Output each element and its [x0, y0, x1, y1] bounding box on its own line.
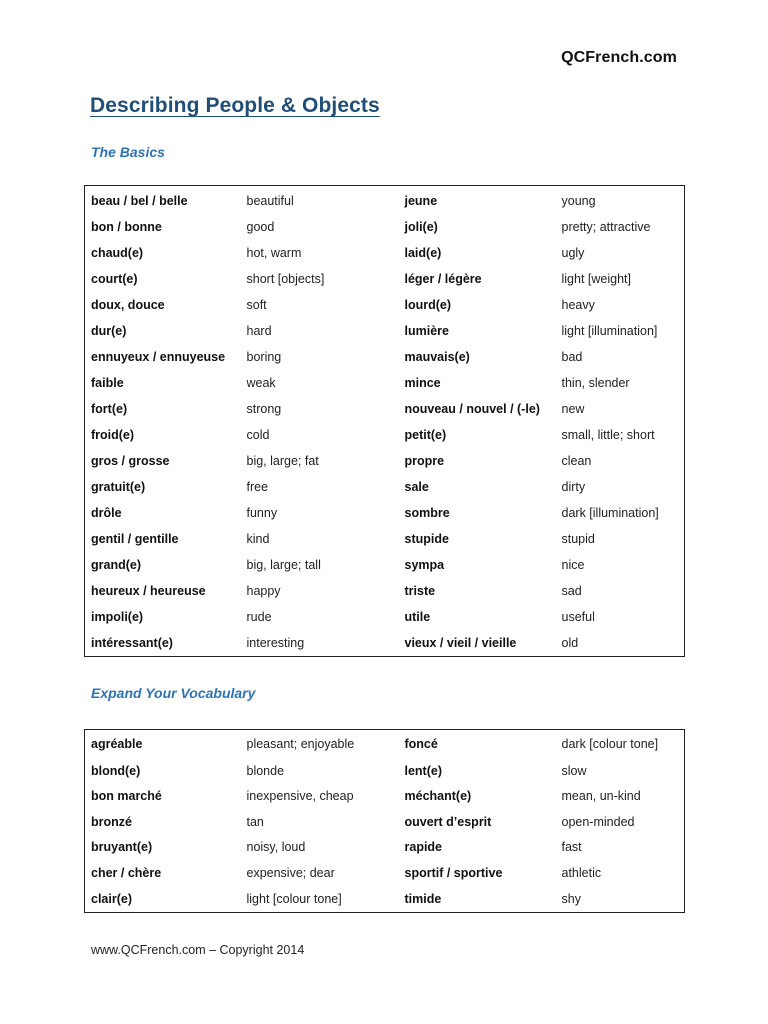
french-term: rapide: [404, 840, 443, 855]
french-term: intéressant(e): [91, 635, 173, 650]
english-meaning: cold: [246, 427, 270, 442]
english-meaning: bad: [561, 349, 583, 364]
english-meaning: happy: [246, 583, 281, 598]
site-header: QCFrench.com: [561, 49, 677, 66]
english-meaning: useful: [561, 609, 595, 624]
table-row: [85, 344, 685, 370]
french-term: heureux / heureuse: [91, 583, 206, 598]
french-term: timide: [404, 891, 442, 906]
french-term: foncé: [404, 737, 438, 752]
english-meaning: heavy: [561, 298, 595, 313]
english-meaning: funny: [246, 505, 278, 520]
french-term: jeune: [404, 193, 438, 208]
french-term: bon marché: [91, 789, 162, 804]
french-term: beau / bel / belle: [91, 193, 188, 208]
english-meaning: fast: [561, 840, 582, 855]
english-meaning: strong: [246, 401, 282, 416]
vocab-table-body: [85, 186, 685, 657]
french-term: bronzé: [91, 814, 132, 829]
english-meaning: clean: [561, 453, 592, 468]
english-meaning: stupid: [561, 531, 595, 546]
french-term: impoli(e): [91, 609, 144, 624]
french-term: mince: [404, 375, 441, 390]
table-row: [85, 214, 685, 240]
french-term: sympa: [404, 557, 445, 572]
table-row: [85, 396, 685, 422]
french-term: mauvais(e): [404, 349, 470, 364]
table-row: [85, 240, 685, 266]
table-row: [85, 860, 685, 886]
table-row: [85, 629, 685, 656]
english-meaning: pretty; attractive: [561, 220, 651, 235]
french-term: bon / bonne: [91, 220, 162, 235]
table-row: [85, 730, 685, 758]
french-term: chaud(e): [91, 246, 144, 261]
french-term: joli(e): [404, 220, 438, 235]
table-row: [85, 809, 685, 835]
english-meaning: boring: [246, 349, 282, 364]
french-term: faible: [91, 375, 124, 390]
french-term: clair(e): [91, 891, 132, 906]
french-term: laid(e): [404, 246, 442, 261]
french-term: lent(e): [404, 763, 442, 778]
vocab-table-basics: [84, 185, 685, 657]
english-meaning: free: [246, 479, 269, 494]
english-meaning: light [colour tone]: [246, 891, 342, 906]
english-meaning: young: [561, 193, 596, 208]
french-term: court(e): [91, 272, 138, 287]
table-row: [85, 886, 685, 913]
french-term: stupide: [404, 531, 449, 546]
english-meaning: beautiful: [246, 193, 294, 208]
table-row: [85, 758, 685, 784]
english-meaning: old: [561, 635, 579, 650]
english-meaning: expensive; dear: [246, 866, 335, 881]
english-meaning: tan: [246, 814, 264, 829]
english-meaning: slow: [561, 763, 587, 778]
english-meaning: dirty: [561, 479, 586, 494]
table-row: [85, 318, 685, 344]
french-term: gentil / gentille: [91, 531, 179, 546]
english-meaning: interesting: [246, 635, 305, 650]
english-meaning: weak: [246, 375, 276, 390]
french-term: nouveau / nouvel / (-le): [404, 401, 540, 416]
table-row: [85, 266, 685, 292]
english-meaning: hard: [246, 324, 272, 339]
english-meaning: blonde: [246, 763, 285, 778]
english-meaning: light [weight]: [561, 272, 631, 287]
french-term: grand(e): [91, 557, 141, 572]
french-term: triste: [404, 583, 436, 598]
french-term: ennuyeux / ennuyeuse: [91, 349, 226, 364]
french-term: dur(e): [91, 324, 127, 339]
english-meaning: sad: [561, 583, 582, 598]
french-term: méchant(e): [404, 789, 472, 804]
english-meaning: inexpensive, cheap: [246, 789, 354, 804]
table-row: [85, 835, 685, 861]
english-meaning: hot, warm: [246, 246, 302, 261]
english-meaning: athletic: [561, 866, 602, 881]
english-meaning: mean, un-kind: [561, 789, 641, 804]
english-meaning: new: [561, 401, 585, 416]
french-term: vieux / vieil / vieille: [404, 635, 517, 650]
table-row: [85, 552, 685, 578]
table-row: [85, 422, 685, 448]
french-term: lourd(e): [404, 298, 452, 313]
french-term: sportif / sportive: [404, 866, 503, 881]
french-term: bruyant(e): [91, 840, 153, 855]
english-meaning: pleasant; enjoyable: [246, 737, 355, 752]
french-term: propre: [404, 453, 445, 468]
french-term: agréable: [91, 737, 143, 752]
table-row: [85, 370, 685, 396]
french-term: sale: [404, 479, 429, 494]
french-term: ouvert d’esprit: [404, 814, 492, 829]
section-heading-expand: Expand Your Vocabulary: [91, 685, 256, 701]
vocab-table-expand: [84, 729, 685, 913]
english-meaning: ugly: [561, 246, 585, 261]
french-term: lumière: [404, 324, 449, 339]
french-term: blond(e): [91, 763, 141, 778]
french-term: gros / grosse: [91, 453, 170, 468]
english-meaning: open-minded: [561, 814, 635, 829]
table-row: [85, 783, 685, 809]
english-meaning: dark [illumination]: [561, 505, 659, 520]
table-row: [85, 292, 685, 318]
english-meaning: good: [246, 220, 275, 235]
french-term: léger / légère: [404, 272, 482, 287]
english-meaning: big, large; tall: [246, 557, 321, 572]
english-meaning: rude: [246, 609, 272, 624]
english-meaning: small, little; short: [561, 427, 655, 442]
table-row: [85, 448, 685, 474]
french-term: froid(e): [91, 427, 135, 442]
french-term: sombre: [404, 505, 450, 520]
english-meaning: shy: [561, 891, 581, 906]
french-term: petit(e): [404, 427, 447, 442]
table-row: [85, 578, 685, 604]
french-term: cher / chère: [91, 866, 162, 881]
english-meaning: light [illumination]: [561, 324, 658, 339]
french-term: doux, douce: [91, 298, 165, 313]
english-meaning: short [objects]: [246, 272, 325, 287]
english-meaning: kind: [246, 531, 270, 546]
footer-copyright: www.QCFrench.com – Copyright 2014: [91, 943, 305, 957]
english-meaning: dark [colour tone]: [561, 737, 659, 752]
page-title: Describing People & Objects: [90, 94, 380, 117]
french-term: fort(e): [91, 401, 128, 416]
vocab-table-body: [85, 730, 685, 913]
table-row: [85, 526, 685, 552]
french-term: utile: [404, 609, 431, 624]
section-heading-basics: The Basics: [91, 144, 165, 160]
french-term: drôle: [91, 505, 122, 520]
english-meaning: nice: [561, 557, 585, 572]
table-row: [85, 474, 685, 500]
english-meaning: noisy, loud: [246, 840, 306, 855]
table-row: [85, 604, 685, 630]
english-meaning: big, large; fat: [246, 453, 319, 468]
english-meaning: thin, slender: [561, 375, 630, 390]
table-row: [85, 186, 685, 215]
table-row: [85, 500, 685, 526]
english-meaning: soft: [246, 298, 267, 313]
french-term: gratuit(e): [91, 479, 146, 494]
